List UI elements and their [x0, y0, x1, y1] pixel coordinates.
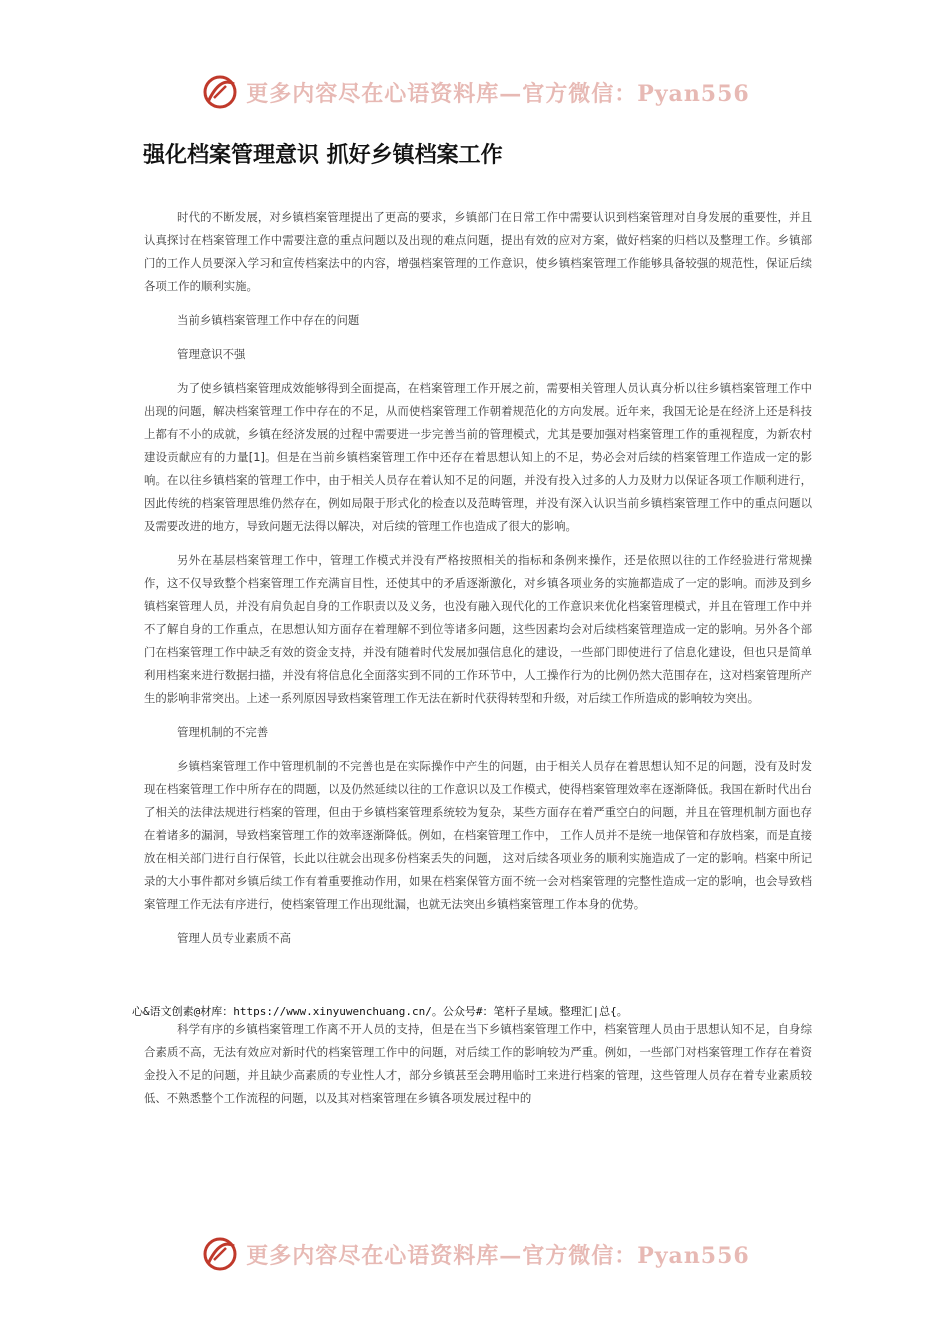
paragraph: 另外在基层档案管理工作中，管理工作模式并没有严格按照相关的指标和条例来操作，还是依照以往的工作经验进行常规操作，这不仅导致整个档案管理工作充满盲目性，还使其中的矛盾逐渐激化，对乡镇各项业务的实施都造成了一定的影响。而涉及到乡镇档案管理人员，并没有肩负起自身的工作职责以及义务，也没有融入现代化的工作意识来优化档案管理模式，并且在管理工作中并不了解自身的工作重点，在思想认知方面存在着理解不到位等诸多问题，这些因素均会对后续档案管理造成一定的影响。另外各个部门在档案管理工作中缺乏有效的资金支持，并没有随着时代发展加强信息化的建设，一些部门即使进行了信息化建设，但也只是简单利用档案来进行数据扫描，并没有将信息化全面落实到不同的工作环节中，人工操作行为的比例仍然大范围存在，这对档案管理所产生的影响非常突出。上述一系列原因导致档案管理工作无法在新时代获得转型和升级，对后续工作所造成的影响较为突出。: [144, 553, 812, 705]
brand-logo-icon: [200, 72, 240, 112]
article-body: [144, 206, 812, 961]
paragraph: 为了使乡镇档案管理成效能够得到全面提高，在档案管理工作开展之前，需要相关管理人员认真分析以往乡镇档案管理工作中出现的问题，解决档案管理工作中存在的不足，从而使档案管理工作朝着规范化的方向发展。近年来，我国无论是在经济上还是科技上都有不小的成就，乡镇在经济发展的过程中需要进一步完善当前的管理模式，尤其是要加强对档案管理工作的重视程度，为新农村建设贡献应有的力量[1]。但是在当前乡镇档案管理工作中还存在着思想认知上的不足，势必会对后续的档案管理工作造成一定的影响。在以往乡镇档案的管理工作中，由于相关人员存在着认知不足的问题，并没有投入过多的人力及财力以保证各项工作顺利进行，因此传统的档案管理思维仍然存在，例如局限于形式化的检查以及范畴管理，并没有深入认识当前乡镇档案管理工作中的重点问题以及需要改进的地方，导致问题无法得以解决，对后续的管理工作也造成了很大的影响。: [144, 381, 812, 533]
subsection-heading: 管理机制的不完善: [177, 725, 269, 739]
banner-text: 更多内容尽在心语资料库—官方微信：Pyan556: [246, 1242, 750, 1269]
page-title: 强化档案管理意识 抓好乡镇档案工作: [143, 143, 503, 168]
subsection-heading: 管理人员专业素质不高: [177, 931, 291, 945]
banner-text: 更多内容尽在心语资料库—官方微信：Pyan556: [246, 80, 750, 107]
brand-logo-icon: [200, 1234, 240, 1274]
paragraph: 时代的不断发展，对乡镇档案管理提出了更高的要求，乡镇部门在日常工作中需要认识到档案管理对自身发展的重要性，并且认真探讨在档案管理工作中需要注意的重点问题以及出现的难点问题，提出有效的应对方案，做好档案的归档以及整理工作。乡镇部门的工作人员要深入学习和宣传档案法中的内容，增强档案管理的工作意识，使乡镇档案管理工作能够具备较强的规范性，保证后续各项工作的顺利实施。: [144, 210, 812, 293]
source-watermark: 心&语文创素@材库：https://www.xinyuwenchuang.cn/。公众号#：笔杆子星域。整理汇|总{。: [132, 1005, 628, 1018]
subsection-heading: 管理意识不强: [177, 347, 246, 361]
bottom-banner: [0, 1232, 950, 1276]
top-banner: [0, 70, 950, 114]
paragraph: 科学有序的乡镇档案管理工作离不开人员的支持，但是在当下乡镇档案管理工作中，档案管理人员由于思想认知不足，自身综合素质不高，无法有效应对新时代的档案管理工作中的问题，对后续工作的影响较为严重。例如，一些部门对档案管理工作存在着资金投入不足的问题，并且缺少高素质的专业性人才，部分乡镇甚至会聘用临时工来进行档案的管理，这些管理人员存在着专业素质较低、不熟悉整个工作流程的问题，以及其对档案管理在乡镇各项发展过程中的: [144, 1022, 812, 1105]
paragraph: 乡镇档案管理工作中管理机制的不完善也是在实际操作中产生的问题，由于相关人员存在着思想认知不足的问题，没有及时发现在档案管理工作中所存在的問题，以及仍然延续以往的工作意识以及工作模式，使得档案管理效率在逐渐降低。我国在新时代出台了相关的法律法规进行档案的管理，但由于乡镇档案管理系统较为复杂，某些方面存在着严重空白的问题，并且在管理机制方面也存在着诸多的漏洞，导致档案管理工作的效率逐渐降低。例如，在档案管理工作中， 工作人员并不是统一地保管和存放档案，而是直接放在相关部门进行自行保管，长此以往就会出现多份档案丢失的问题， 这对后续各项业务的顺利实施造成了一定的影响。档案中所记录的大小事件都对乡镇后续工作有着重要推动作用，如果在档案保管方面不统一会对档案管理的完整性造成一定的影响，也会导致档案管理工作无法有序进行，使档案管理工作出现纰漏，也就无法突出乡镇档案管理工作本身的优势。: [144, 759, 812, 911]
article-body-continued: [144, 1018, 812, 1121]
section-heading: 当前乡镇档案管理工作中存在的问题: [177, 313, 360, 327]
